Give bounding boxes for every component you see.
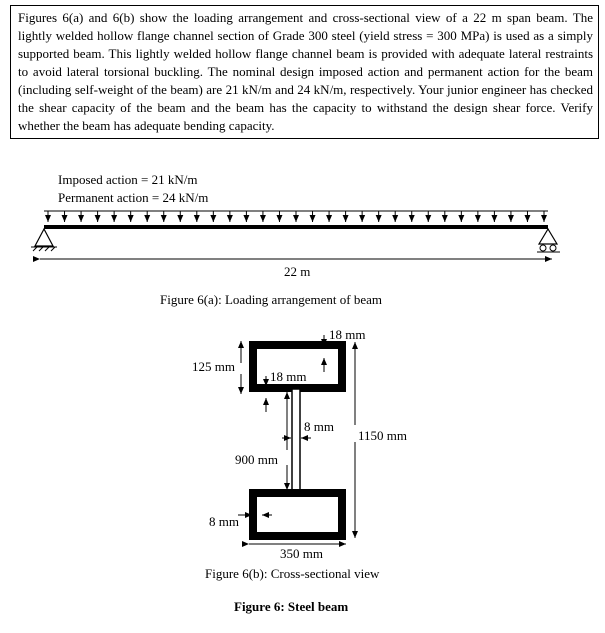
roller-support xyxy=(537,229,560,252)
figure-title: Figure 6: Steel beam xyxy=(234,599,349,614)
width-label: 350 mm xyxy=(280,546,323,561)
span-label: 22 m xyxy=(284,264,311,279)
flange-depth-label: 125 mm xyxy=(192,359,235,374)
figure-6b-caption: Figure 6(b): Cross-sectional view xyxy=(205,566,380,581)
web-height-label: 900 mm xyxy=(235,452,278,467)
wall-thickness-label: 8 mm xyxy=(209,514,239,529)
problem-statement: Figures 6(a) and 6(b) show the loading arrangement and cross-sectional view of a 22 m span beam. The lightly welded hollow flange channel section of Grade 300 steel (yield stress = 300 MPa) is used as a simply supported beam. This lightly welded hollow flange channel beam is provided with adequate lateral restraints to avoid lateral torsional buckling. The nominal design imposed action and permanent action for the beam (including self-weight of the beam) are 21 kN/m and 24 kN/m, respectively. Your junior engineer has checked the shear capacity of the beam and the beam has the capacity to withstand the design shear force. Verify whether the beam has adequate bending capacity. xyxy=(10,5,599,139)
imposed-action-label: Imposed action = 21 kN/m xyxy=(58,172,198,187)
web-thickness-label: 8 mm xyxy=(304,419,334,434)
permanent-action-label: Permanent action = 24 kN/m xyxy=(58,190,209,205)
figure-6a-caption: Figure 6(a): Loading arrangement of beam xyxy=(160,292,382,307)
total-depth-label: 1150 mm xyxy=(358,428,407,443)
distributed-load xyxy=(44,211,548,222)
top-flange-thickness-label: 18 mm xyxy=(329,327,366,342)
inner-flange-thickness-label: 18 mm xyxy=(270,369,307,384)
beam xyxy=(44,225,548,229)
pin-support xyxy=(31,229,57,251)
